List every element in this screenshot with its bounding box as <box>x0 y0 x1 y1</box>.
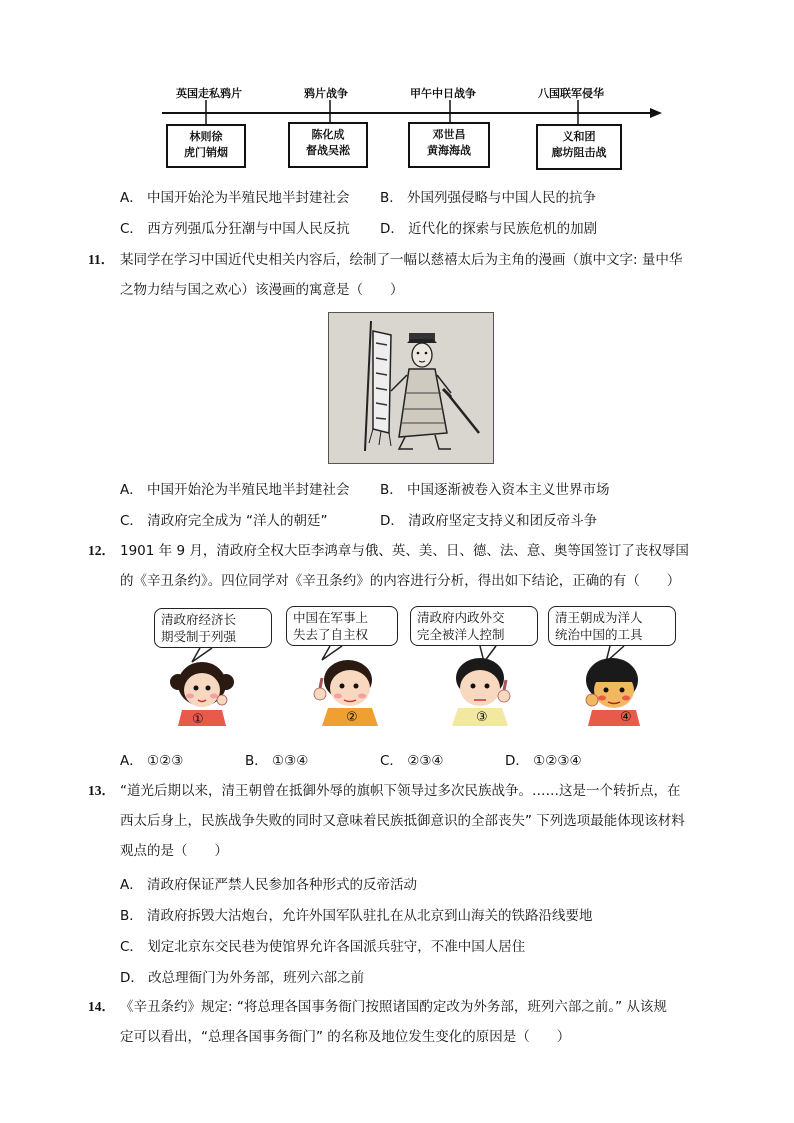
timeline-event-1: 英国走私鸦片 <box>176 87 242 100</box>
timeline-box-2-line2: 督战吴淞 <box>306 144 350 157</box>
timeline-box-3-line1: 邓世昌 <box>432 128 466 141</box>
q11-option-d: D． 清政府坚定支持义和团反帝斗争 <box>380 513 598 529</box>
q12-option-c: C． ②③④ <box>380 753 444 769</box>
q12-stem-line2: 的《辛丑条约》。四位同学对《辛丑条约》的内容进行分析，得出如下结论，正确的有（ ） <box>120 573 681 589</box>
q10-option-a: A． 中国开始沦为半殖民地半封建社会 <box>120 190 350 206</box>
bubble-3-line2: 完全被洋人控制 <box>417 627 505 642</box>
q10-option-c: C． 西方列强瓜分狂潮与中国人民反抗 <box>120 221 350 237</box>
q12-option-b: B． ①③④ <box>245 753 309 769</box>
timeline-box-1 <box>166 124 246 168</box>
student-marker-4: ④ <box>620 710 632 725</box>
q11-stem-line1: 某同学在学习中国近代史相关内容后，绘制了一幅以慈禧太后为主角的漫画（旗中文字: 量中华 <box>120 252 683 268</box>
q13-stem-line1: “道光后期以来，清王朝曾在抵御外辱的旗帜下领导过多次民族战争。……这是一个转折点，在 <box>120 783 681 799</box>
student-marker-1: ① <box>192 712 204 727</box>
timeline-box-4-line1: 义和团 <box>562 130 596 143</box>
students-figure <box>140 602 680 732</box>
q11-number: 11． <box>88 252 115 267</box>
q11-option-c: C． 清政府完全成为 “洋人的朝廷” <box>120 513 328 529</box>
student-marker-3: ③ <box>476 710 488 725</box>
bubble-3-line1: 清政府内政外交 <box>417 610 505 625</box>
q10-option-b: B． 外国列强侵略与中国人民的抗争 <box>380 190 597 206</box>
bubble-1-line1: 清政府经济长 <box>161 612 237 627</box>
q13-option-d: D． 改总理衙门为外务部，班列六部之前 <box>120 970 365 986</box>
cixi-cartoon <box>328 312 494 464</box>
timeline-figure <box>150 80 670 175</box>
q13-option-a: A． 清政府保证严禁人民参加各种形式的反帝活动 <box>120 877 418 893</box>
timeline-event-3: 甲午中日战争 <box>410 87 476 100</box>
q13-stem-line2: 西太后身上，民族战争失败的同时又意味着民族抵御意识的全部丧失” 下列选项最能体现该材料 <box>120 813 685 829</box>
q14-stem-line1: 《辛丑条约》规定: “将总理各国事务衙门按照诸国酌定改为外务部，班列六部之前。” 从该规 <box>120 999 667 1015</box>
timeline-box-2 <box>288 122 368 168</box>
timeline-event-4: 八国联军侵华 <box>538 87 604 100</box>
cixi-cartoon-illustration <box>329 313 493 463</box>
students-illustration <box>140 602 680 732</box>
q13-option-c: C． 划定北京东交民巷为使馆界允许各国派兵驻守，不准中国人居住 <box>120 939 526 955</box>
bubble-4-line1: 清王朝成为洋人 <box>555 610 643 625</box>
bubble-1-line2: 期受制于列强 <box>161 629 237 644</box>
q11-option-a: A． 中国开始沦为半殖民地半封建社会 <box>120 482 350 498</box>
q13-number: 13． <box>88 783 115 798</box>
student-4 <box>586 658 640 726</box>
timeline-box-3-line2: 黄海海战 <box>427 144 471 157</box>
timeline-box-2-line1: 陈化成 <box>311 128 345 141</box>
q13-option-b: B． 清政府拆毁大沽炮台，允许外国军队驻扎在从北京到山海关的铁路沿线要地 <box>120 908 593 924</box>
q12-stem-line1: 1901 年 9 月，清政府全权大臣李鸿章与俄、英、美、日、德、法、意、奥等国签订了丧权辱国 <box>120 543 689 559</box>
timeline-box-3 <box>408 122 490 168</box>
q14-stem-line2: 定可以看出，“总理各国事务衙门” 的名称及地位发生变化的原因是（ ） <box>120 1029 571 1045</box>
q14-number: 14． <box>88 999 115 1014</box>
timeline-box-4-line2: 廊坊阻击战 <box>551 146 607 159</box>
bubble-4-line2: 统治中国的工具 <box>555 627 643 642</box>
q10-option-d: D． 近代化的探索与民族危机的加剧 <box>380 221 598 237</box>
timeline-box-1-line1: 林则徐 <box>189 130 223 143</box>
bubble-2-line2: 失去了自主权 <box>293 627 369 642</box>
timeline-box-1-line2: 虎门销烟 <box>184 146 228 159</box>
q12-option-d: D． ①②③④ <box>505 753 582 769</box>
bubble-2-line1: 中国在军事上 <box>293 610 369 625</box>
student-marker-2: ② <box>346 710 358 725</box>
q12-number: 12． <box>88 543 115 558</box>
timeline-event-2: 鸦片战争 <box>304 87 348 100</box>
q13-stem-line3: 观点的是（ ） <box>120 843 228 859</box>
timeline-box-4 <box>536 124 622 170</box>
q11-stem-line2: 之物力结与国之欢心）该漫画的寓意是（ ） <box>120 282 404 298</box>
q12-option-a: A． ①②③ <box>120 753 184 769</box>
q11-option-b: B． 中国逐渐被卷入资本主义世界市场 <box>380 482 610 498</box>
